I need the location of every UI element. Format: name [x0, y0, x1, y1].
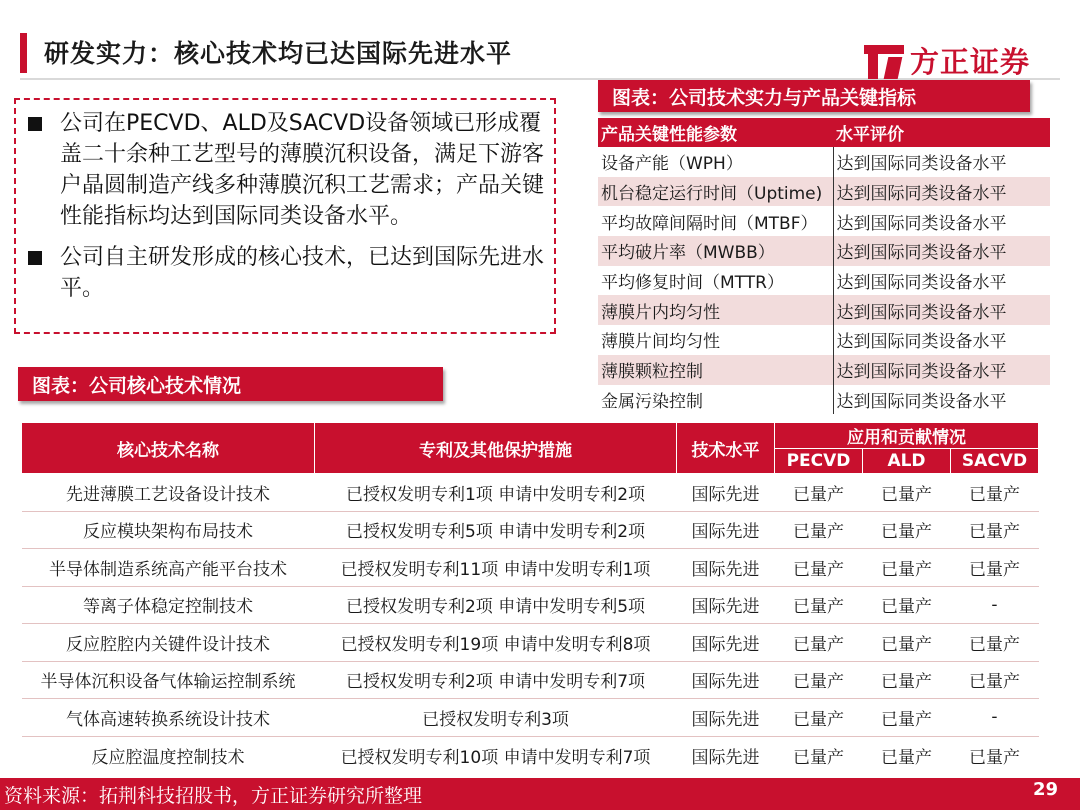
kpi-param-cell: 平均破片率（MWBB）	[598, 236, 833, 266]
table-row	[22, 736, 1039, 774]
kpi-table	[598, 118, 1050, 414]
kpi-header-rating: 水平评价	[833, 118, 1050, 147]
tech-level-cell: 国际先进	[677, 511, 775, 549]
ald-cell: 已量产	[863, 474, 951, 512]
kpi-param-cell: 平均故障间隔时间（MTBF）	[598, 206, 833, 236]
kpi-row	[598, 206, 1050, 236]
page-title: 研发实力：核心技术均已达国际先进水平	[44, 39, 513, 68]
kpi-rating-cell: 达到国际同类设备水平	[836, 273, 1007, 294]
kpi-row	[598, 266, 1050, 296]
pecvd-cell: 已量产	[775, 661, 863, 699]
kpi-row	[598, 177, 1050, 207]
tech-level-cell: 国际先进	[677, 661, 775, 699]
tech-name-cell: 先进薄膜工艺设备设计技术	[22, 474, 315, 512]
ald-cell: 已量产	[863, 511, 951, 549]
tech-level-cell: 国际先进	[677, 474, 775, 512]
company-logo	[864, 40, 1044, 80]
pecvd-cell: 已量产	[775, 736, 863, 774]
ald-cell: 已量产	[863, 624, 951, 662]
sacvd-cell: 已量产	[951, 624, 1039, 662]
summary-box	[14, 98, 556, 334]
tech-level-cell: 国际先进	[677, 586, 775, 624]
tech-level-cell: 国际先进	[677, 699, 775, 737]
kpi-row	[598, 295, 1050, 325]
header-ald: ALD	[863, 449, 951, 474]
kpi-row	[598, 355, 1050, 385]
kpi-row	[598, 236, 1050, 266]
kpi-param-cell: 薄膜片间均匀性	[598, 325, 833, 355]
kpi-param-cell: 金属污染控制	[598, 385, 833, 415]
ald-cell: 已量产	[863, 699, 951, 737]
tech-name-cell: 反应腔温度控制技术	[22, 736, 315, 774]
patent-cell: 已授权发明专利11项 申请中发明专利1项	[315, 549, 677, 587]
tech-name-cell: 反应模块架构布局技术	[22, 511, 315, 549]
pecvd-cell: 已量产	[775, 624, 863, 662]
core-tech-table	[21, 422, 1039, 774]
kpi-row	[598, 325, 1050, 355]
title-accent-bar	[20, 33, 27, 73]
ald-cell: 已量产	[863, 586, 951, 624]
tech-name-cell: 气体高速转换系统设计技术	[22, 699, 315, 737]
header-sacvd: SACVD	[951, 449, 1039, 474]
kpi-rating-cell: 达到国际同类设备水平	[836, 391, 1007, 412]
header-patent: 专利及其他保护措施	[315, 423, 677, 474]
source-note: 资料来源：拓荆科技招股书，方正证券研究所整理	[0, 778, 1080, 810]
patent-cell: 已授权发明专利1项 申请中发明专利2项	[315, 474, 677, 512]
ald-cell: 已量产	[863, 549, 951, 587]
kpi-header-param: 产品关键性能参数	[598, 118, 833, 147]
kpi-table-caption: 图表：公司技术实力与产品关键指标	[598, 80, 1030, 112]
sacvd-cell: -	[951, 699, 1039, 737]
kpi-rating-cell: 达到国际同类设备水平	[833, 177, 1050, 207]
logo-mark-icon	[864, 41, 904, 79]
patent-cell: 已授权发明专利19项 申请中发明专利8项	[315, 624, 677, 662]
kpi-param-cell: 平均修复时间（MTTR）	[598, 266, 833, 296]
header-pecvd: PECVD	[775, 449, 863, 474]
table-row	[22, 549, 1039, 587]
header-application: 应用和贡献情况	[775, 423, 1039, 449]
bullet-text: 公司自主研发形成的核心技术，已达到国际先进水平。	[60, 245, 545, 301]
sacvd-cell: -	[951, 586, 1039, 624]
tech-level-cell: 国际先进	[677, 624, 775, 662]
sacvd-cell: 已量产	[951, 474, 1039, 512]
bullet-text: 公司在PECVD、ALD及SACVD设备领域已形成覆盖二十余种工艺型号的薄膜沉积设备，满足下游客户晶圆制造产线多种薄膜沉积工艺需求；产品关键性能指标均达到国际同类设备水平。	[60, 111, 545, 229]
bullet-square-icon	[28, 251, 42, 265]
sacvd-cell: 已量产	[951, 736, 1039, 774]
header-tech-level: 技术水平	[677, 423, 775, 474]
sacvd-cell: 已量产	[951, 511, 1039, 549]
patent-cell: 已授权发明专利2项 申请中发明专利7项	[315, 661, 677, 699]
tech-name-cell: 半导体制造系统高产能平台技术	[22, 549, 315, 587]
kpi-rating-cell: 达到国际同类设备水平	[833, 295, 1050, 325]
patent-cell: 已授权发明专利5项 申请中发明专利2项	[315, 511, 677, 549]
kpi-param-cell: 薄膜颗粒控制	[598, 355, 833, 385]
patent-cell: 已授权发明专利2项 申请中发明专利5项	[315, 586, 677, 624]
kpi-rating-cell: 达到国际同类设备水平	[836, 332, 1007, 353]
pecvd-cell: 已量产	[775, 699, 863, 737]
tech-name-cell: 半导体沉积设备气体输运控制系统	[22, 661, 315, 699]
tech-level-cell: 国际先进	[677, 736, 775, 774]
table-row	[22, 474, 1039, 512]
tech-level-cell: 国际先进	[677, 549, 775, 587]
table-row	[22, 661, 1039, 699]
logo-text: 方正证券	[910, 44, 1031, 79]
kpi-param-cell: 薄膜片内均匀性	[598, 295, 833, 325]
patent-cell: 已授权发明专利10项 申请中发明专利7项	[315, 736, 677, 774]
sacvd-cell: 已量产	[951, 661, 1039, 699]
pecvd-cell: 已量产	[775, 474, 863, 512]
table-row	[22, 511, 1039, 549]
kpi-rating-cell: 达到国际同类设备水平	[833, 236, 1050, 266]
core-table-caption: 图表：公司核心技术情况	[18, 367, 443, 401]
pecvd-cell: 已量产	[775, 586, 863, 624]
bullet-item	[28, 242, 544, 304]
kpi-row	[598, 385, 1050, 415]
header-tech-name: 核心技术名称	[22, 423, 315, 474]
ald-cell: 已量产	[863, 661, 951, 699]
kpi-rating-cell: 达到国际同类设备水平	[836, 154, 1007, 175]
pecvd-cell: 已量产	[775, 511, 863, 549]
bullet-square-icon	[28, 117, 42, 131]
sacvd-cell: 已量产	[951, 549, 1039, 587]
page-number: 29	[1032, 779, 1058, 800]
bullet-item	[28, 108, 544, 232]
kpi-param-cell: 机台稳定运行时间（Uptime)	[598, 177, 833, 207]
tech-name-cell: 反应腔腔内关键件设计技术	[22, 624, 315, 662]
ald-cell: 已量产	[863, 736, 951, 774]
table-row	[22, 586, 1039, 624]
table-row	[22, 624, 1039, 662]
kpi-rating-cell: 达到国际同类设备水平	[836, 213, 1007, 234]
kpi-rating-cell: 达到国际同类设备水平	[833, 355, 1050, 385]
kpi-param-cell: 设备产能（WPH）	[598, 147, 833, 177]
tech-name-cell: 等离子体稳定控制技术	[22, 586, 315, 624]
pecvd-cell: 已量产	[775, 549, 863, 587]
patent-cell: 已授权发明专利3项	[315, 699, 677, 737]
table-row	[22, 699, 1039, 737]
kpi-row	[598, 147, 1050, 177]
